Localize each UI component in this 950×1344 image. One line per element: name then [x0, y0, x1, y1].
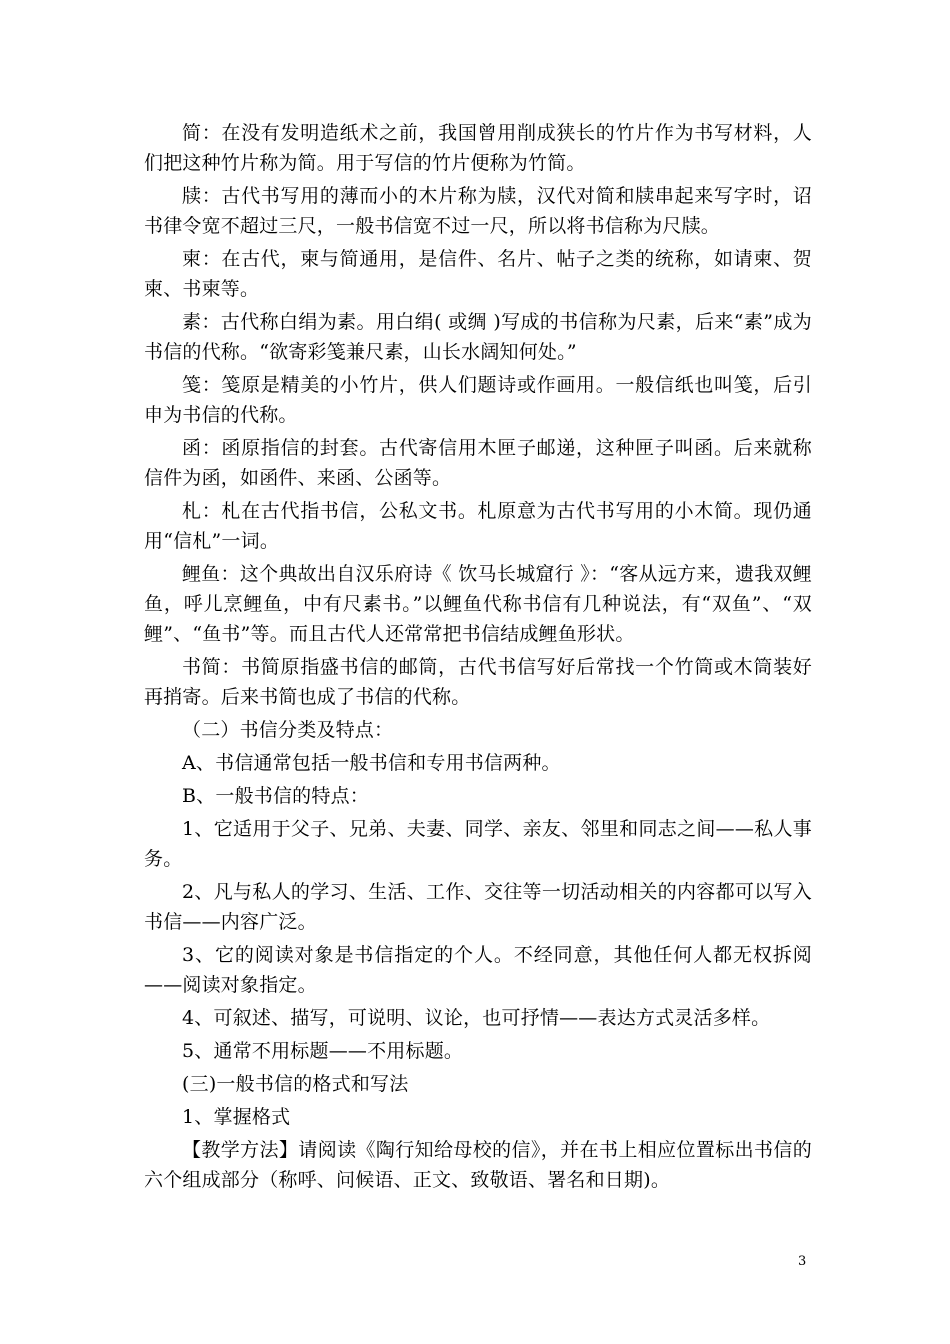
section-heading-classification: （二）书信分类及特点：: [182, 719, 394, 741]
list-item-feature-2: 2、凡与私人的学习、生活、工作、交往等一切活动相关的内容都可以写入书信——内容广泛。: [144, 881, 812, 933]
list-item-feature-4: 4、可叙述、描写，可说明、议论，也可抒情——表达方式灵活多样。: [182, 1007, 771, 1029]
paragraph-jian: 简：在没有发明造纸术之前，我国曾用削成狭长的竹片作为书写材料，人们把这种竹片称为简。用于写信的竹片便称为竹简。: [144, 122, 812, 174]
section-heading-format: (三)一般书信的格式和写法: [182, 1073, 409, 1095]
paragraph-han: 函：函原指信的封套。古代寄信用木匣子邮递，这种匣子叫函。后来就称信件为函，如函件、来函、公函等。: [144, 437, 812, 489]
paragraph-shujian: 书简：书简原指盛书信的邮筒，古代书信写好后常找一个竹筒或木筒装好再捎寄。后来书简也成了书信的代称。: [144, 656, 812, 708]
paragraph-features-heading: B、一般书信的特点：: [182, 785, 369, 807]
paragraph-zha: 札：札在古代指书信，公私文书。札原意为古代书写用的小木简。现仍通用“信札”一词。: [144, 500, 812, 552]
paragraph-su: 素：古代称白绢为素。用白绢( 或绸 )写成的书信称为尺素，后来“素”成为书信的代称。“欲寄彩笺兼尺素，山长水阔知何处。”: [144, 311, 812, 363]
paragraph-jian-paper: 笺：笺原是精美的小竹片，供人们题诗或作画用。一般信纸也叫笺，后引申为书信的代称。: [144, 374, 812, 426]
list-item-feature-3: 3、它的阅读对象是书信指定的个人。不经同意，其他任何人都无权拆阅——阅读对象指定。: [144, 944, 812, 996]
paragraph-teaching-method: 【教学方法】请阅读《陶行知给母校的信》，并在书上相应位置标出书信的六个组成部分（称呼、问候语、正文、致敬语、署名和日期)。: [144, 1139, 812, 1191]
document-body: [144, 118, 812, 1198]
paragraph-jian-card: 柬：在古代，柬与简通用，是信件、名片、帖子之类的统称，如请柬、贺柬、书柬等。: [144, 248, 812, 300]
paragraph-types: A、书信通常包括一般书信和专用书信两种。: [182, 752, 561, 774]
list-item-feature-5: 5、通常不用标题——不用标题。: [182, 1040, 464, 1062]
page-number: 3: [798, 1254, 807, 1269]
paragraph-du: 牍：古代书写用的薄而小的木片称为牍，汉代对简和牍串起来写字时，诏书律令宽不超过三尺，一般书信宽不过一尺，所以将书信称为尺牍。: [144, 185, 812, 237]
subheading-master-format: 1、掌握格式: [182, 1106, 291, 1128]
list-item-feature-1: 1、它适用于父子、兄弟、夫妻、同学、亲友、邻里和同志之间——私人事务。: [144, 818, 812, 870]
paragraph-liyu: 鲤鱼：这个典故出自汉乐府诗《 饮马长城窟行 》：“客从远方来，遗我双鲤鱼，呼儿烹鲤鱼，中有尺素书。”以鲤鱼代称书信有几种说法，有“双鱼”、“双鲤”、“鱼书”等。而且古代人还常常把书信结成鲤鱼形状。: [144, 563, 812, 645]
